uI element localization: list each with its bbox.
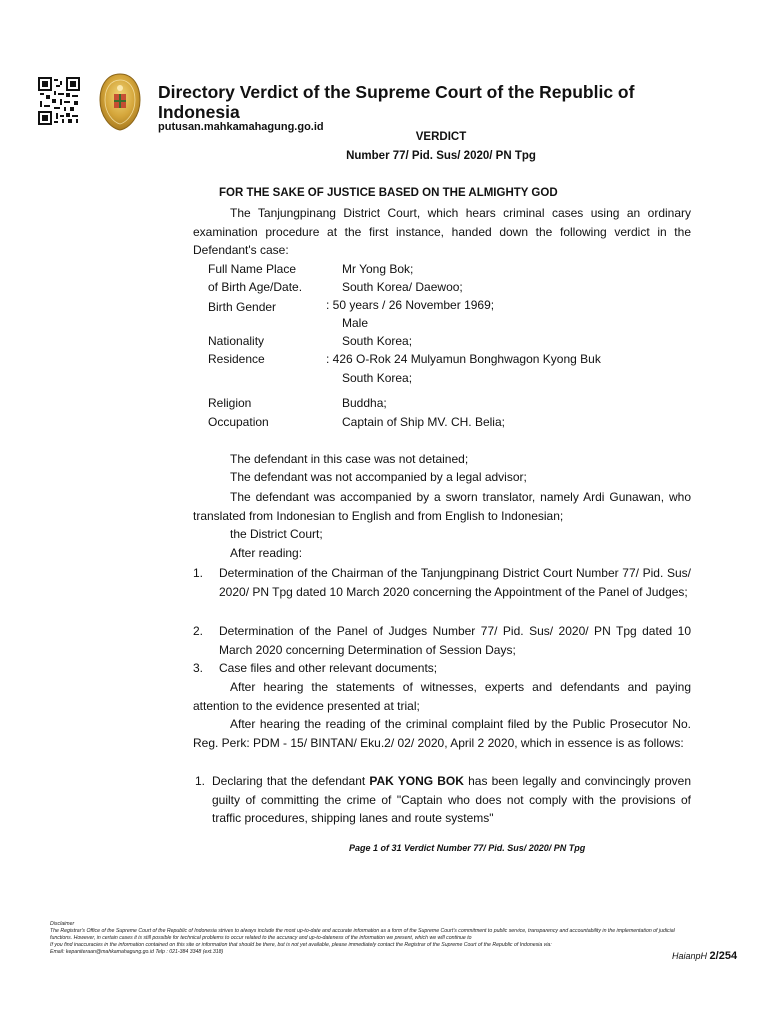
claim-text-post: has been legally and convincingly proven guilty of committing the crime of "Captain who does not comply with the provisions of traffic procedures, shipping lanes and route systems" xyxy=(212,774,691,825)
disclaimer-text: The Registrar's Office of the Supreme Court of the Republic of Indonesia strives to always include the most up-to-date and accurate information as a form of the Supreme Court's commitment to public service, transparency and accountability in the implementation of judicial functions. However, in certain cases it is still possible for technical problems to occur related to the accuracy and up-to-dateness of the information we present, which we will continue to xyxy=(50,928,675,941)
paragraph-legal-advisor: The defendant was not accompanied by a legal advisor; xyxy=(230,470,527,484)
qr-code xyxy=(38,77,80,125)
label-residence: Residence xyxy=(208,352,265,366)
list-text: Case files and other relevant documents; xyxy=(219,661,438,675)
label-gender: Birth Gender xyxy=(208,300,277,314)
label-nationality: Nationality xyxy=(208,334,265,348)
list-text: Determination of the Chairman of the Tanjungpinang District Court Number 77/ Pid. Sus/ 2020/ PN Tpg dated 10 March 2020 concerning the Appointment of the Panel of Judges; xyxy=(219,566,691,599)
paragraph-translator: The defendant was accompanied by a sworn translator, namely Ardi Gunawan, who translated from Indonesian to English and from English to Indonesian; xyxy=(193,490,691,523)
disclaimer-email[interactable]: Email: kepaniteraan@mahkamahagung.go.id Telp : 021-384 3348 (ext.318) xyxy=(50,949,224,955)
page-counter-number: 2/254 xyxy=(709,950,738,962)
paragraph-detention: The defendant in this case was not detained; xyxy=(230,452,469,466)
list-text: Determination of the Panel of Judges Number 77/ Pid. Sus/ 2020/ PN Tpg dated 10 March 2020 concerning Determination of Session Days; xyxy=(219,624,691,657)
verdict-number: Number 77/ Pid. Sus/ 2020/ PN Tpg xyxy=(346,150,536,162)
list-item xyxy=(193,659,691,678)
paragraph-after-reading: After reading: xyxy=(230,546,303,560)
claim-text xyxy=(212,772,691,828)
invocation: FOR THE SAKE OF JUSTICE BASED ON THE ALMIGHTY GOD xyxy=(219,187,558,199)
list-item xyxy=(193,564,691,601)
value-nationality: South Korea; xyxy=(342,334,413,348)
value-religion: Buddha; xyxy=(342,396,387,410)
value-residence-line1: : 426 O-Rok 24 Mulyamun Bonghwagon Kyong Buk xyxy=(326,352,601,366)
value-birthplace: South Korea/ Daewoo; xyxy=(342,280,463,294)
verdict-heading: VERDICT xyxy=(415,131,467,143)
intro-paragraph: The Tanjungpinang District Court, which hears criminal cases using an ordinary examination procedure at the first instance, handed down the following verdict in the Defendant's case: xyxy=(193,206,691,257)
page-counter-label: HaianpH xyxy=(672,951,708,961)
claim-number: 1. xyxy=(195,774,206,788)
disclaimer xyxy=(50,921,698,956)
defendant-name-bold: PAK YONG BOK xyxy=(369,774,464,788)
paragraph-hearing-statements: After hearing the statements of witnesses, experts and defendants and paying attention to the evidence presented at trial; xyxy=(193,680,691,713)
value-occupation: Captain of Ship MV. CH. Belia; xyxy=(342,415,505,429)
label-occupation: Occupation xyxy=(208,415,269,429)
label-full-name: Full Name Place xyxy=(208,262,297,276)
value-name: Mr Yong Bok; xyxy=(342,262,414,276)
supreme-court-seal-logo xyxy=(98,72,142,132)
label-religion: Religion xyxy=(208,396,252,410)
disclaimer-title: Disclaimer xyxy=(50,921,75,927)
list-number: 3. xyxy=(193,661,204,675)
document-title: Directory Verdict of the Supreme Court of the Republic of Indonesia xyxy=(158,82,635,122)
paragraph-criminal-complaint: After hearing the reading of the criminal complaint filed by the Public Prosecutor No. Reg. Perk: PDM - 15/ BINTAN/ Eku.2/ 02/ 2020, April 2 2020, which in essence is as follows: xyxy=(193,717,691,750)
list-number: 1. xyxy=(193,566,204,580)
list-number: 2. xyxy=(193,624,204,638)
value-residence-line2: South Korea; xyxy=(342,371,413,385)
page-footer: Page 1 of 31 Verdict Number 77/ Pid. Sus/ 2020/ PN Tpg xyxy=(349,843,586,853)
claim-text-pre: Declaring that the defendant xyxy=(212,774,370,788)
paragraph-district-court: the District Court; xyxy=(230,527,323,541)
value-age-date: : 50 years / 26 November 1969; xyxy=(326,298,495,312)
value-gender: Male xyxy=(342,316,369,330)
list-item xyxy=(193,622,691,659)
claim-item xyxy=(193,772,691,828)
page-counter xyxy=(672,950,737,962)
website-url[interactable]: putusan.mahkamahagung.go.id xyxy=(158,121,324,133)
disclaimer-contact: If you find inaccuracies in the information contained on this site or information that should be there, but is not yet available, please immediately contact the Registrar of the Supreme Court of the Republic of Indonesia via: xyxy=(50,942,552,948)
label-birth-age: of Birth Age/Date. xyxy=(208,280,303,294)
